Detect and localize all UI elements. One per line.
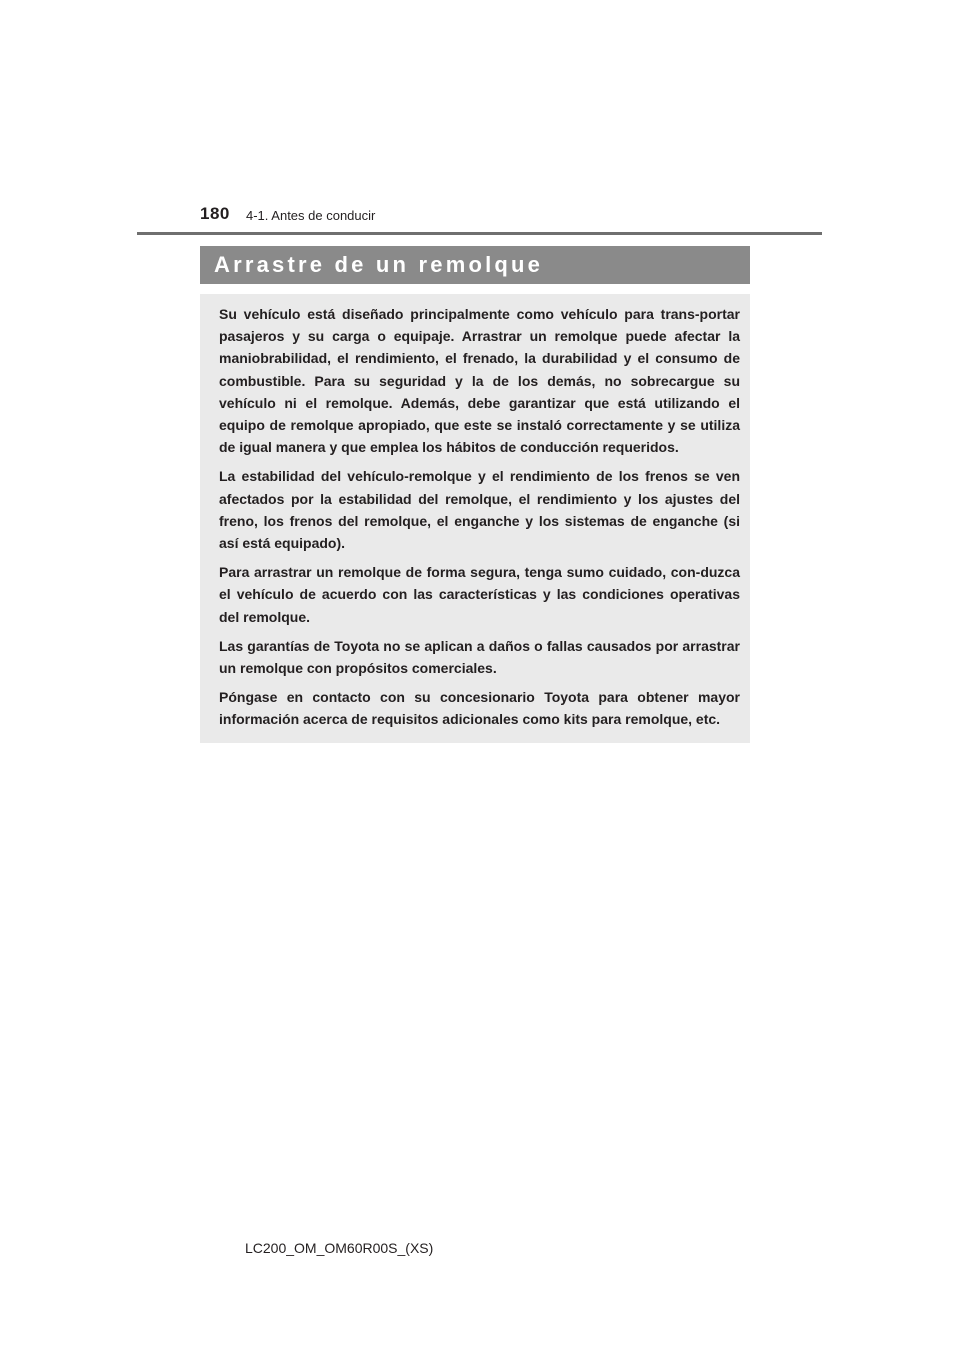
paragraph: La estabilidad del vehículo-remolque y el rendimiento de los frenos se ven afectados por la estabilidad del remolque, el rendimiento y los ajustes del freno, los frenos del remolque, el enganche y los sistemas de enganche (si así está equipado).	[219, 468, 740, 552]
section-title-bar	[200, 246, 750, 284]
document-code: LC200_OM_OM60R00S_(XS)	[245, 1240, 434, 1256]
section-summary-box	[200, 294, 750, 743]
paragraph: Póngase en contacto con su concesionario Toyota para obtener mayor información acerca de requisitos adicionales como kits para remolque, etc.	[219, 689, 740, 728]
section-breadcrumb: 4-1. Antes de conducir	[246, 208, 376, 223]
section-title: Arrastre de un remolque	[214, 252, 544, 277]
header-divider	[137, 232, 822, 235]
paragraph: Su vehículo está diseñado principalmente como vehículo para trans-portar pasajeros y su carga o equipaje. Arrastrar un remolque puede afectar la maniobrabilidad, el rendimiento, el frenado, la durabilidad y el consumo de combustible. Para su seguridad y la de los demás, no sobrecargue su vehículo ni el remolque. Además, debe garantizar que está utilizando el equipo de remolque apropiado, que este se instaló correctamente y se utiliza de igual manera y que emplea los hábitos de conducción requeridos.	[219, 306, 740, 456]
page-number: 180	[200, 204, 230, 223]
paragraph: Las garantías de Toyota no se aplican a daños o fallas causados por arrastrar un remolque con propósitos comerciales.	[219, 637, 740, 677]
paragraph: Para arrastrar un remolque de forma segura, tenga sumo cuidado, con-duzca el vehículo de acuerdo con las características y las condiciones operativas del remolque.	[219, 564, 740, 625]
